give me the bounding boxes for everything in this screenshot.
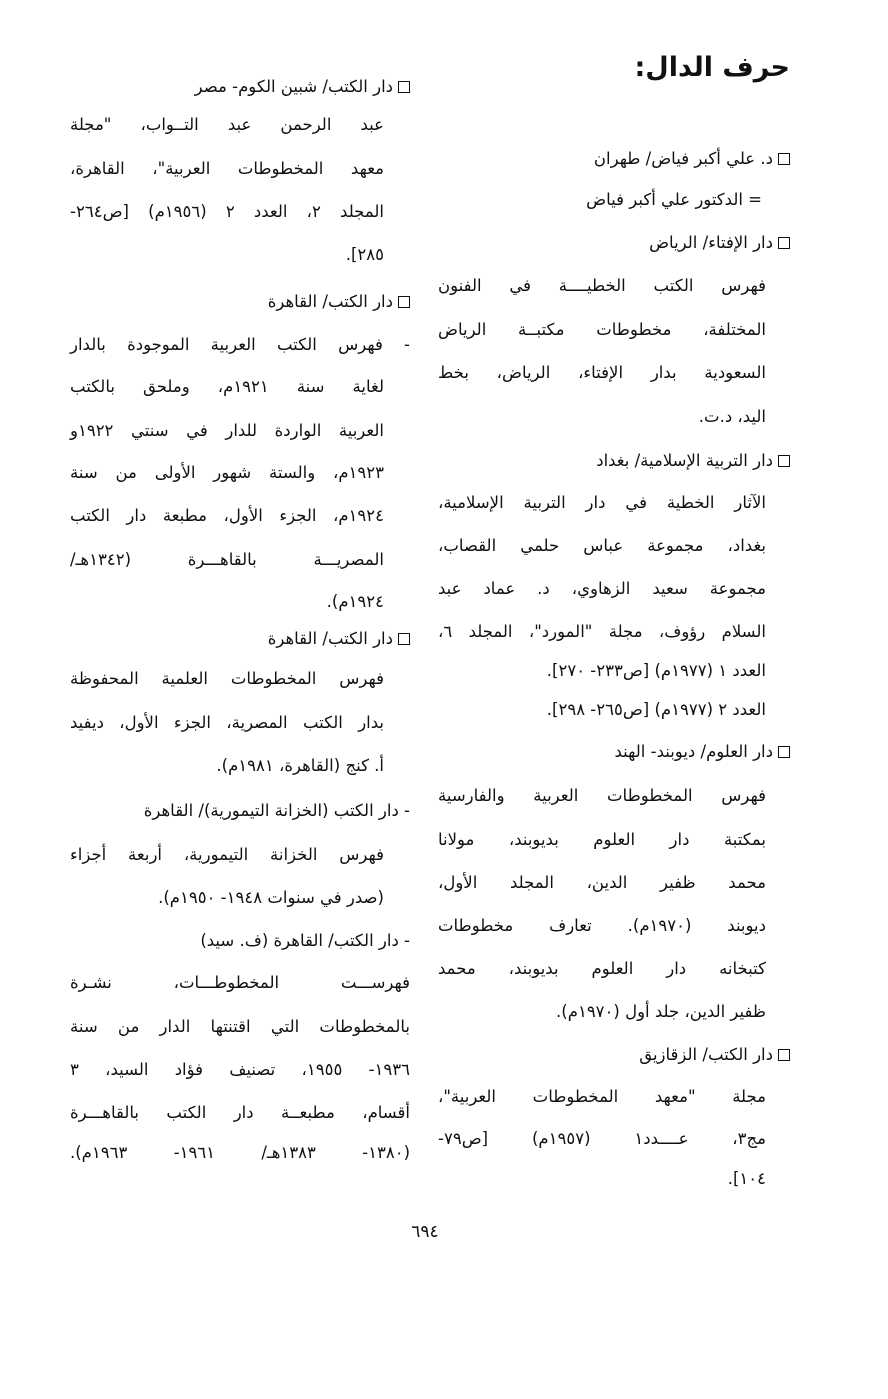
- left-column-line-text: المجلد ٢، العدد ٢ (١٩٥٦م) [ص٢٦٤-: [70, 202, 384, 221]
- left-column-line: [70, 200, 384, 224]
- right-column-line: [438, 914, 766, 938]
- right-column-line: [438, 274, 766, 298]
- right-column-line: [438, 784, 766, 808]
- left-column-line: [70, 1058, 410, 1082]
- left-column-line-text: معهد المخطوطات العربية"، القاهرة،: [70, 159, 384, 178]
- right-column-line: [594, 147, 790, 171]
- right-column-line-text: مجموعة سعيد الزهاوي، د. عماد عبد: [438, 579, 766, 598]
- right-column-line: [438, 957, 766, 981]
- right-column-line-text: مج٣، عــــدد١ (١٩٥٧م) [ص٧٩-: [438, 1129, 766, 1148]
- checkbox-square-icon: [778, 153, 790, 165]
- left-column-line-text: ١٩٣٦- ١٩٥٥، تصنيف فؤاد السيد، ٣: [70, 1060, 410, 1079]
- left-column-line: [70, 333, 410, 357]
- right-column-line-text: محمد ظفير الدين، المجلد الأول،: [438, 873, 766, 892]
- left-column-line: [70, 711, 384, 735]
- left-column-line: [70, 113, 384, 137]
- left-column-line-text: لغاية سنة ١٩٢١م، وملحق بالكتب: [70, 377, 385, 396]
- right-column-line-text: مجلة "معهد المخطوطات العربية"،: [438, 1087, 766, 1106]
- left-column-line: [70, 667, 384, 691]
- left-column-line-text: أ. كنج (القاهرة، ١٩٨١م).: [216, 756, 384, 775]
- checkbox-square-icon: [398, 296, 410, 308]
- left-column-line-text: (١٣٨٠- ١٣٨٣هـ/ ١٩٦١- ١٩٦٣م).: [70, 1143, 410, 1162]
- left-column-line: [70, 971, 410, 995]
- left-column-line-text: ١٩٢٣م، والستة شهور الأولى من سنة: [70, 463, 384, 482]
- left-column-line-text: - دار الكتب (الخزانة التيمورية)/ القاهرة: [143, 801, 410, 820]
- right-column-line-text: بغداد، مجموعة عباس حلمي القصاب،: [438, 536, 766, 555]
- right-column-line: [586, 188, 762, 212]
- right-column-line: [438, 1127, 766, 1151]
- left-column-line: [195, 75, 410, 99]
- left-column-line: [158, 886, 384, 910]
- checkbox-square-icon: [778, 237, 790, 249]
- right-column-line-text: = الدكتور علي أكبر فياض: [586, 190, 762, 209]
- left-column-line: [70, 1101, 410, 1125]
- right-column-line-text: دار التربية الإسلامية/ بغداد: [596, 451, 773, 470]
- left-column-line-text: (صدر في سنوات ١٩٤٨- ١٩٥٠م).: [158, 888, 384, 907]
- left-column-line-text: العربية الواردة للدار في سنتي ١٩٢٢و: [70, 421, 384, 440]
- right-column-line: [649, 231, 790, 255]
- left-column-line: [70, 843, 384, 867]
- right-column-line-text: د. علي أكبر فياض/ طهران: [593, 149, 773, 168]
- left-column-line-text: دار الكتب/ القاهرة: [267, 292, 393, 311]
- right-column-line: [556, 1000, 766, 1024]
- right-column-line: [438, 534, 766, 558]
- right-column-line: [438, 361, 766, 385]
- right-column-line: [615, 740, 790, 764]
- left-column-line: [70, 157, 384, 181]
- left-column-line: [346, 243, 384, 267]
- left-column-line: [70, 1015, 410, 1039]
- left-column-line-text: - فهرس الكتب العربية الموجودة بالدار: [70, 335, 410, 354]
- left-column-line: [70, 1141, 410, 1165]
- left-column-line: [70, 419, 384, 443]
- right-column-line: [438, 871, 766, 895]
- right-column-line-text: ظفير الدين، جلد أول (١٩٧٠م).: [556, 1002, 766, 1021]
- right-column-line: [728, 1167, 766, 1191]
- left-column-line-text: أقسام، مطبعــة دار الكتب بالقاهـــرة: [70, 1103, 410, 1122]
- right-column-line-text: اليد، د.ت.: [698, 407, 766, 426]
- left-column-line: [268, 290, 410, 314]
- right-column-line-text: فهرس المخطوطات العربية والفارسية: [438, 786, 766, 805]
- left-column-line: [70, 504, 384, 528]
- right-column-line-text: ديوبند (١٩٧٠م). تعارف مخطوطات: [438, 916, 766, 935]
- right-column-line-text: العدد ١ (١٩٧٧م) [ص٢٣٣- ٢٧٠].: [546, 661, 766, 680]
- left-column-line: [144, 799, 410, 823]
- left-column-line: [70, 375, 384, 399]
- checkbox-square-icon: [778, 1049, 790, 1061]
- right-column-line-text: ١٠٤].: [727, 1169, 766, 1188]
- right-column-line-text: دار الإفتاء/ الرياض: [649, 233, 773, 252]
- left-column-line-text: دار الكتب/ القاهرة: [267, 629, 393, 648]
- left-column-line: [268, 627, 410, 651]
- left-column-line-text: دار الكتب/ شبين الكوم- مصر: [194, 77, 393, 96]
- right-column-line: [639, 1043, 790, 1067]
- left-column-line-text: فهرس المخطوطات العلمية المحفوظة: [70, 669, 384, 688]
- left-column-line: [327, 590, 384, 614]
- page-number: ٦٩٤: [411, 1222, 439, 1242]
- right-column-line-text: السعودية بدار الإفتاء، الرياض، بخط: [438, 363, 766, 382]
- left-column-line-text: - دار الكتب/ القاهرة (ف. سيد): [200, 931, 410, 950]
- checkbox-square-icon: [778, 455, 790, 467]
- right-column-line: [438, 1085, 766, 1109]
- left-column-line-text: فهرســـت المخطوطـــات، نشـرة: [70, 973, 410, 992]
- right-column-line: [438, 491, 766, 515]
- right-column-line-text: دار الكتب/ الزقازيق: [639, 1045, 773, 1064]
- right-column-line-text: دار العلوم/ ديوبند- الهند: [614, 742, 773, 761]
- right-column-line: [547, 698, 766, 722]
- left-column-line-text: المصريـــة بالقاهـــرة (١٣٤٢هـ/: [70, 550, 384, 569]
- right-column-line-text: السلام رؤوف، مجلة "المورد"، المجلد ٦،: [438, 622, 766, 641]
- right-column-line-text: فهرس الكتب الخطيــــة في الفنون: [438, 276, 766, 295]
- right-column-line: [438, 318, 766, 342]
- left-column-line: [70, 548, 384, 572]
- left-column-line-text: عبد الرحمن عبد التــواب، "مجلة: [70, 115, 384, 134]
- right-column-line: [699, 405, 766, 429]
- right-column-line-text: الآثار الخطية في دار التربية الإسلامية،: [438, 493, 766, 512]
- left-column-line-text: ١٩٢٤م، الجزء الأول، مطبعة دار الكتب: [70, 506, 384, 525]
- left-column-line-text: ١٩٢٤م).: [326, 592, 384, 611]
- left-column-line-text: ٢٨٥].: [345, 245, 384, 264]
- checkbox-square-icon: [398, 633, 410, 645]
- right-column-line-text: كتبخانه دار العلوم بديوبند، محمد: [438, 959, 766, 978]
- left-column-line-text: بالمخطوطات التي اقتنتها الدار من سنة: [70, 1017, 410, 1036]
- left-column-line-text: فهرس الخزانة التيمورية، أربعة أجزاء: [70, 845, 384, 864]
- section-heading: حرف الدال:: [634, 52, 790, 83]
- checkbox-square-icon: [778, 746, 790, 758]
- left-column-line-text: بدار الكتب المصرية، الجزء الأول، ديفيد: [70, 713, 384, 732]
- left-column-line: [200, 929, 410, 953]
- right-column-line: [438, 620, 766, 644]
- right-column-line-text: العدد ٢ (١٩٧٧م) [ص٢٦٥- ٢٩٨].: [546, 700, 766, 719]
- right-column-line-text: المختلفة، مخطوطات مكتبــة الرياض: [438, 320, 766, 339]
- right-column-line: [438, 577, 766, 601]
- left-column-line: [216, 754, 384, 778]
- right-column-line: [438, 828, 766, 852]
- right-column-line: [547, 659, 766, 683]
- right-column-line-text: بمكتبة دار العلوم بديوبند، مولانا: [438, 830, 766, 849]
- left-column-line: [70, 461, 384, 485]
- checkbox-square-icon: [398, 81, 410, 93]
- right-column-line: [596, 449, 790, 473]
